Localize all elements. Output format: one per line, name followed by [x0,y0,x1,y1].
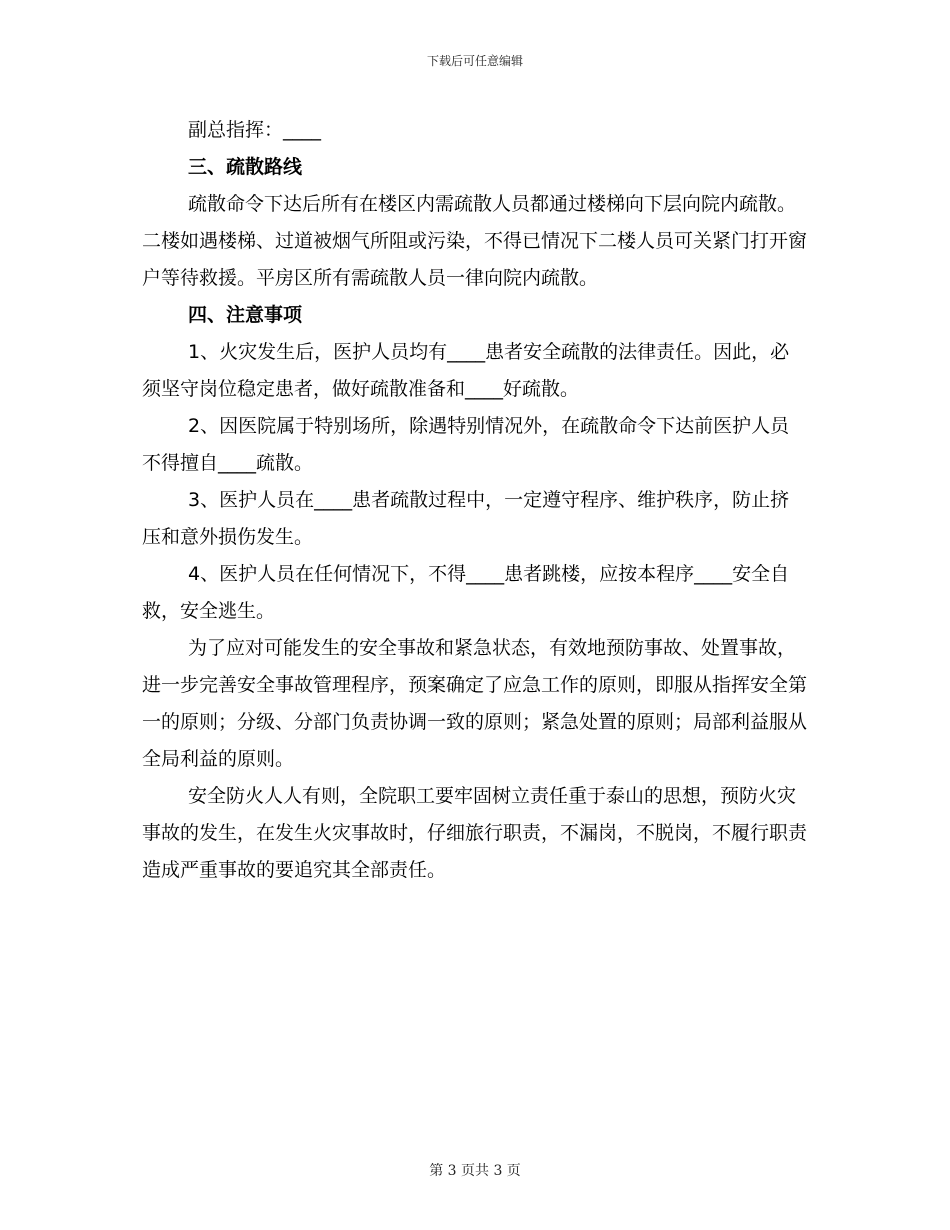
document-body [142,112,808,889]
notice-item-4: 4、医护人员在任何情况下，不得____患者跳楼，应按本程序____安全自救，安全逃生。 [142,563,790,622]
section-4-title: 四、注意事项 [188,304,303,326]
page-header: 下载后可任意编辑 [426,54,523,68]
notice-item-2: 2、因医院属于特别场所，除遇特别情况外，在疏散命令下达前医护人员不得擅自____疏散。 [142,415,790,474]
page-number: 第 3 页共 3 页 [429,1163,521,1179]
section-3-paragraph: 疏散命令下达后所有在楼区内需疏散人员都通过楼梯向下层向院内疏散。二楼如遇楼梯、过道被烟气所阻或污染，不得已情况下二楼人员可关紧门打开窗户等待救援。平房区所有需疏散人员一律向院内疏散。 [142,193,808,289]
notice-item-1: 1、火灾发生后，医护人员均有____患者安全疏散的法律责任。因此，必须坚守岗位稳定患者，做好疏散准备和____好疏散。 [142,341,790,400]
emergency-principles-paragraph: 为了应对可能发生的安全事故和紧急状态，有效地预防事故、处置事故，进一步完善安全事故管理程序，预案确定了应急工作的原则，即服从指挥安全第一的原则；分级、分部门负责协调一致的原则；紧急处置的原则；局部利益服从全局利益的原则。 [142,637,808,770]
notice-item-3: 3、医护人员在____患者疏散过程中，一定遵守程序、维护秩序，防止挤压和意外损伤发生。 [142,489,790,548]
fire-safety-paragraph: 安全防火人人有则，全院职工要牢固树立责任重于泰山的思想，预防火灾事故的发生，在发生火灾事故时，仔细旅行职责，不漏岗，不脱岗，不履行职责造成严重事故的要追究其全部责任。 [142,785,808,881]
section-3-title: 三、疏散路线 [188,156,303,178]
deputy-commander-line: 副总指挥：____ [188,119,322,141]
